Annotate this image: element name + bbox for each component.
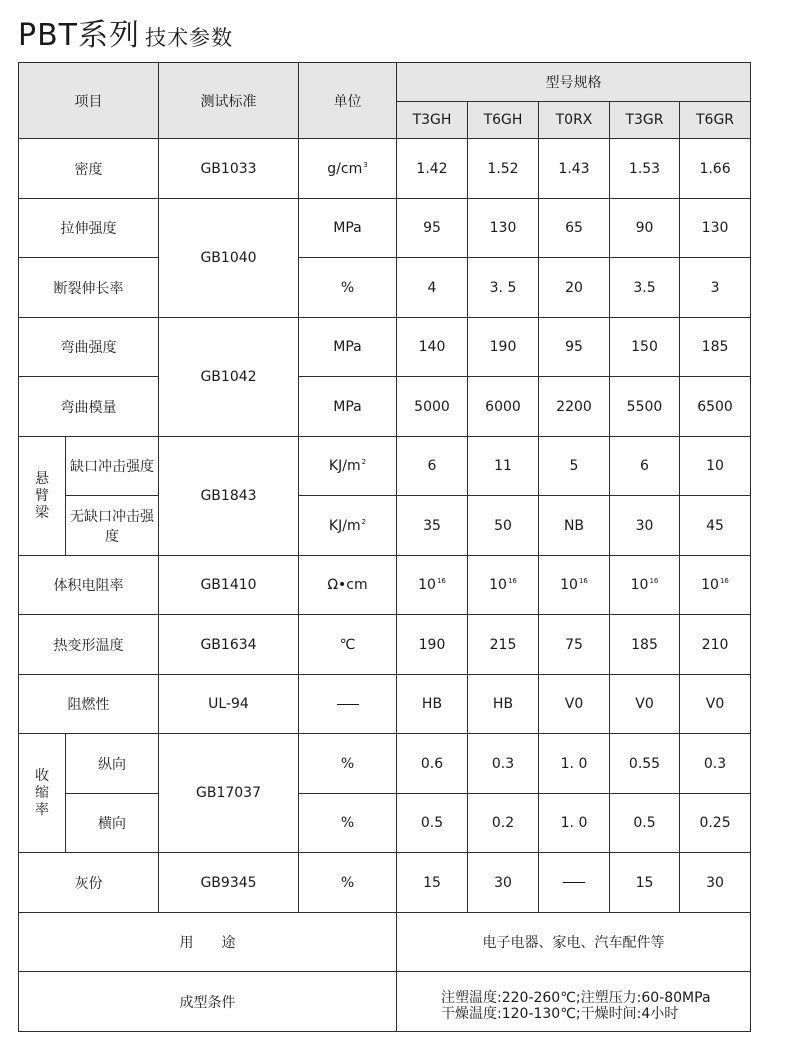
row-label: 缺口冲击强度 bbox=[66, 437, 159, 496]
model-header: T0RX bbox=[539, 102, 610, 139]
value-cell: 185 bbox=[680, 318, 751, 377]
value-cell: $10^{16}$ bbox=[610, 556, 680, 615]
value-cell: 0.3 bbox=[468, 734, 539, 794]
table-row-flex-modulus bbox=[19, 377, 751, 437]
molding-label: 成型条件 bbox=[19, 972, 397, 1032]
value-cell: 30 bbox=[610, 496, 680, 556]
table-row-shrinkage-longitudinal bbox=[19, 734, 751, 794]
table-row-usage bbox=[19, 913, 751, 972]
value-cell: 65 bbox=[539, 199, 610, 258]
row-unit: % bbox=[299, 853, 397, 913]
value-cell: 35 bbox=[397, 496, 468, 556]
row-unit: $g/cm^3$ bbox=[299, 139, 397, 199]
row-standard: GB17037 bbox=[159, 734, 299, 853]
table-row-shrinkage-transverse bbox=[19, 794, 751, 853]
row-unit: % bbox=[299, 734, 397, 794]
model-header: T6GR bbox=[680, 102, 751, 139]
value-cell: 45 bbox=[680, 496, 751, 556]
value-cell: 4 bbox=[397, 258, 468, 318]
cantilever-group-label: 悬 臂 梁 bbox=[19, 437, 66, 556]
dash-mark bbox=[563, 882, 585, 883]
value-cell: 190 bbox=[397, 615, 468, 675]
header-item: 项目 bbox=[19, 63, 159, 139]
value-cell: 150 bbox=[610, 318, 680, 377]
value-cell: V0 bbox=[539, 675, 610, 734]
value-cell: 0.5 bbox=[397, 794, 468, 853]
row-standard: GB1634 bbox=[159, 615, 299, 675]
value-cell: 10 bbox=[680, 437, 751, 496]
value-cell: NB bbox=[539, 496, 610, 556]
row-standard: GB9345 bbox=[159, 853, 299, 913]
table-row-unnotched-impact bbox=[19, 496, 751, 556]
value-cell: 3.5 bbox=[610, 258, 680, 318]
value-cell: 15 bbox=[397, 853, 468, 913]
row-standard: GB1410 bbox=[159, 556, 299, 615]
row-label: 纵向 bbox=[66, 734, 159, 794]
value-cell: 75 bbox=[539, 615, 610, 675]
value-cell: 20 bbox=[539, 258, 610, 318]
value-cell: 130 bbox=[468, 199, 539, 258]
value-cell: $10^{16}$ bbox=[468, 556, 539, 615]
value-cell: $10^{16}$ bbox=[680, 556, 751, 615]
title-main: PBT系列 bbox=[18, 18, 140, 53]
value-cell: 15 bbox=[610, 853, 680, 913]
model-header: T6GH bbox=[468, 102, 539, 139]
row-label: 弯曲强度 bbox=[19, 318, 159, 377]
value-cell: 130 bbox=[680, 199, 751, 258]
table-row-elongation bbox=[19, 258, 751, 318]
table-row-resistivity bbox=[19, 556, 751, 615]
table-row-flex-strength bbox=[19, 318, 751, 377]
value-cell: 6000 bbox=[468, 377, 539, 437]
value-cell: 0.2 bbox=[468, 794, 539, 853]
value-cell: 0.55 bbox=[610, 734, 680, 794]
table-row-ash bbox=[19, 853, 751, 913]
row-standard: GB1033 bbox=[159, 139, 299, 199]
table-row-tensile bbox=[19, 199, 751, 258]
value-cell: 95 bbox=[539, 318, 610, 377]
value-cell: 30 bbox=[468, 853, 539, 913]
value-cell: 11 bbox=[468, 437, 539, 496]
model-header: T3GR bbox=[610, 102, 680, 139]
value-cell: 95 bbox=[397, 199, 468, 258]
header-unit: 单位 bbox=[299, 63, 397, 139]
value-cell: 1. 0 bbox=[539, 734, 610, 794]
row-unit: $KJ/m^2$ bbox=[299, 496, 397, 556]
table-row-notched-impact bbox=[19, 437, 751, 496]
value-cell: 5500 bbox=[610, 377, 680, 437]
value-cell: 1.66 bbox=[680, 139, 751, 199]
row-label: 断裂伸长率 bbox=[19, 258, 159, 318]
page-title bbox=[18, 10, 234, 53]
shrinkage-group-label: 收 缩 率 bbox=[19, 734, 66, 853]
row-standard: UL-94 bbox=[159, 675, 299, 734]
value-cell: 1.52 bbox=[468, 139, 539, 199]
row-label: 密度 bbox=[19, 139, 159, 199]
value-cell: HB bbox=[397, 675, 468, 734]
value-cell: 185 bbox=[610, 615, 680, 675]
row-label: 热变形温度 bbox=[19, 615, 159, 675]
usage-value: 电子电器、家电、汽车配件等 bbox=[397, 913, 751, 972]
row-unit: % bbox=[299, 258, 397, 318]
row-label: 灰份 bbox=[19, 853, 159, 913]
row-unit: MPa bbox=[299, 377, 397, 437]
value-cell: 3. 5 bbox=[468, 258, 539, 318]
value-cell: 0.25 bbox=[680, 794, 751, 853]
molding-conditions bbox=[397, 972, 751, 1032]
value-cell: 1.43 bbox=[539, 139, 610, 199]
value-cell: V0 bbox=[680, 675, 751, 734]
value-cell: 140 bbox=[397, 318, 468, 377]
value-cell: 50 bbox=[468, 496, 539, 556]
title-sub: 技术参数 bbox=[145, 26, 234, 50]
value-cell: 210 bbox=[680, 615, 751, 675]
value-cell: $10^{16}$ bbox=[539, 556, 610, 615]
value-cell: 0.5 bbox=[610, 794, 680, 853]
value-cell: 30 bbox=[680, 853, 751, 913]
value-cell: 5000 bbox=[397, 377, 468, 437]
row-label: 弯曲模量 bbox=[19, 377, 159, 437]
row-label: 横向 bbox=[66, 794, 159, 853]
spec-table bbox=[18, 62, 751, 1032]
table-row-hdt bbox=[19, 615, 751, 675]
row-label: 拉伸强度 bbox=[19, 199, 159, 258]
row-standard: GB1843 bbox=[159, 437, 299, 556]
value-cell: 1.42 bbox=[397, 139, 468, 199]
row-unit: Ω•cm bbox=[299, 556, 397, 615]
row-unit bbox=[299, 675, 397, 734]
value-cell: 3 bbox=[680, 258, 751, 318]
table-row-density bbox=[19, 139, 751, 199]
value-cell: $10^{16}$ bbox=[397, 556, 468, 615]
value-cell: 90 bbox=[610, 199, 680, 258]
value-cell: 6 bbox=[397, 437, 468, 496]
row-unit: $KJ/m^2$ bbox=[299, 437, 397, 496]
value-cell: 5 bbox=[539, 437, 610, 496]
header-model-spec: 型号规格 bbox=[397, 63, 751, 102]
value-cell: 2200 bbox=[539, 377, 610, 437]
usage-label: 用 途 bbox=[19, 913, 397, 972]
row-standard: GB1042 bbox=[159, 318, 299, 437]
row-label: 阻燃性 bbox=[19, 675, 159, 734]
molding-line-1: 注塑温度:220-260℃;注塑压力:60-80MPa bbox=[441, 989, 711, 1006]
value-cell: 190 bbox=[468, 318, 539, 377]
row-unit: MPa bbox=[299, 199, 397, 258]
row-label: 无缺口冲击强度 bbox=[66, 496, 159, 556]
value-cell: V0 bbox=[610, 675, 680, 734]
molding-line-2: 干燥温度:120-130℃;干燥时间:4小时 bbox=[441, 1005, 679, 1022]
row-standard: GB1040 bbox=[159, 199, 299, 318]
value-cell: 1.53 bbox=[610, 139, 680, 199]
value-cell: 1. 0 bbox=[539, 794, 610, 853]
dash-mark bbox=[337, 704, 359, 705]
value-cell bbox=[539, 853, 610, 913]
model-header: T3GH bbox=[397, 102, 468, 139]
table-row-flammability bbox=[19, 675, 751, 734]
row-unit: ℃ bbox=[299, 615, 397, 675]
row-unit: MPa bbox=[299, 318, 397, 377]
table-row-molding bbox=[19, 972, 751, 1032]
value-cell: 0.3 bbox=[680, 734, 751, 794]
value-cell: 6500 bbox=[680, 377, 751, 437]
header-standard: 测试标准 bbox=[159, 63, 299, 139]
value-cell: 6 bbox=[610, 437, 680, 496]
value-cell: 215 bbox=[468, 615, 539, 675]
value-cell: HB bbox=[468, 675, 539, 734]
value-cell: 0.6 bbox=[397, 734, 468, 794]
row-label: 体积电阻率 bbox=[19, 556, 159, 615]
row-unit: % bbox=[299, 794, 397, 853]
